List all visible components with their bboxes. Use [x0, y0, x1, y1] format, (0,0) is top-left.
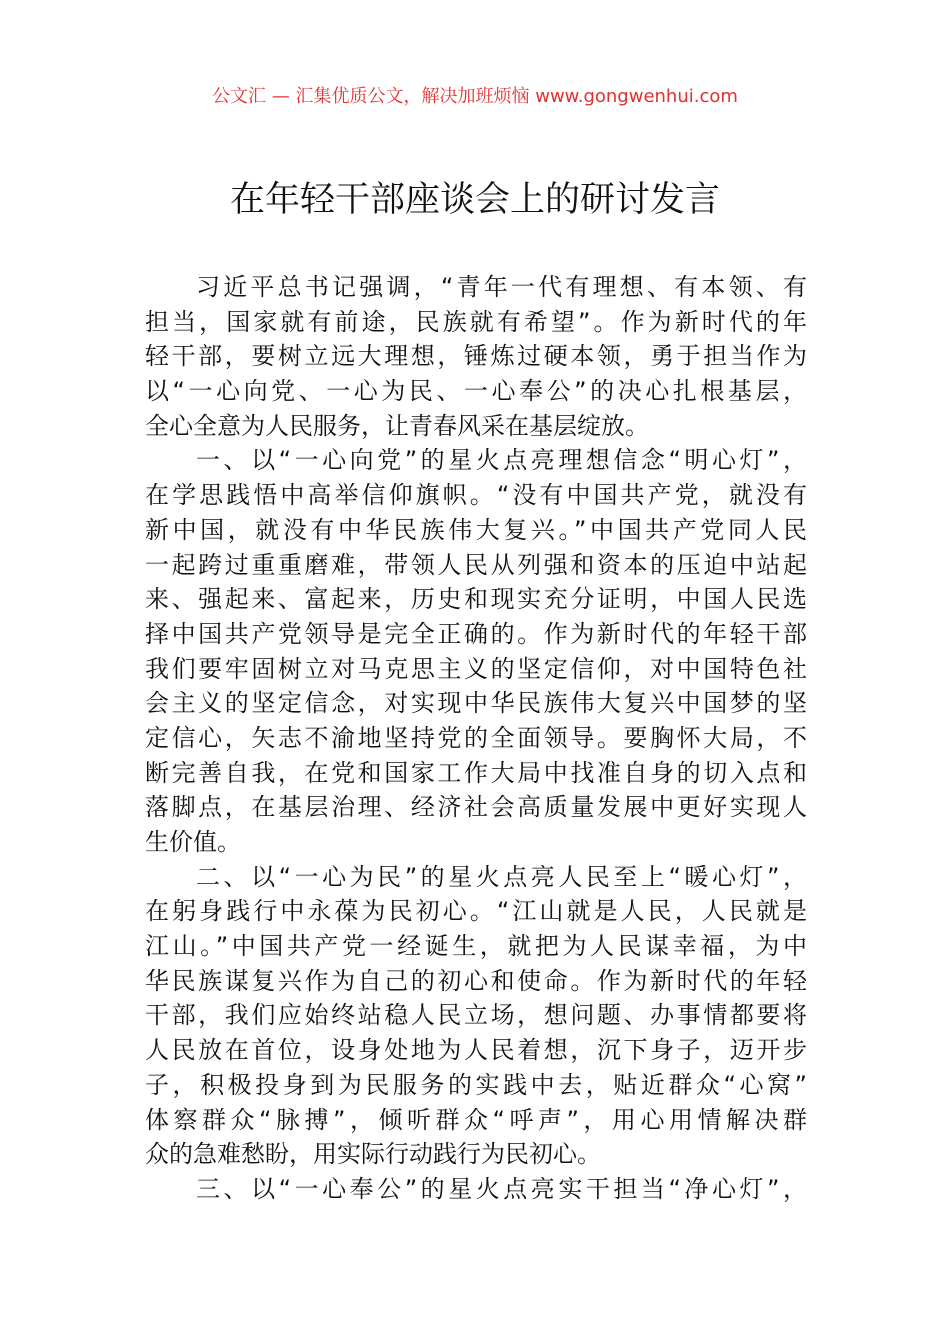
paragraph-line: 生价值。	[145, 828, 241, 856]
paragraph-line: 断完善自我，在党和国家工作大局中找准自身的切入点和	[145, 758, 807, 787]
paragraph-line: 择中国共产党领导是完全正确的。作为新时代的年轻干部	[145, 619, 807, 648]
paragraph	[145, 860, 807, 1172]
paragraph-line: 体察群众“脉搏”，倾听群众“呼声”，用心用情解决群	[145, 1105, 807, 1134]
paragraph-line: 担当，国家就有前途，民族就有希望”。作为新时代的年	[145, 307, 807, 336]
paragraph-line: 在躬身践行中永葆为民初心。“江山就是人民，人民就是	[145, 897, 807, 926]
paragraph	[145, 443, 807, 859]
paragraph-line: 人民放在首位，设身处地为人民着想，沉下身子，迈开步	[145, 1036, 807, 1065]
paragraph-line: 一起跨过重重磨难，带领人民从列强和资本的压迫中站起	[145, 550, 807, 579]
paragraph-line: 二、以“一心为民”的星火点亮人民至上“暖心灯”，	[196, 862, 807, 891]
paragraph-line: 以“一心向党、一心为民、一心奉公”的决心扎根基层，	[145, 377, 807, 406]
paragraph-line: 会主义的坚定信念，对实现中华民族伟大复兴中国梦的坚	[145, 689, 807, 718]
document-title: 在年轻干部座谈会上的研讨发言	[229, 180, 720, 220]
paragraph-line: 江山。”中国共产党一经诞生，就把为人民谋幸福，为中	[145, 932, 807, 961]
paragraph-line: 轻干部，要树立远大理想，锤炼过硬本领，勇于担当作为	[145, 342, 807, 371]
paragraph-line: 习近平总书记强调，“青年一代有理想、有本领、有	[196, 273, 807, 301]
paragraph-line: 一、以“一心向党”的星火点亮理想信念“明心灯”，	[196, 446, 807, 475]
paragraph-line: 定信心，矢志不渝地坚持党的全面领导。要胸怀大局，不	[145, 723, 807, 752]
paragraph	[145, 1172, 807, 1207]
paragraph-line: 落脚点，在基层治理、经济社会高质量发展中更好实现人	[145, 793, 807, 822]
paragraph	[145, 270, 807, 443]
watermark-header: 公文汇 — 汇集优质公文，解决加班烦恼 www.gongwenhui.com	[212, 86, 738, 107]
paragraph-line: 华民族谋复兴作为自己的初心和使命。作为新时代的年轻	[145, 966, 807, 995]
paragraph-line: 来、强起来、富起来，历史和现实充分证明，中国人民选	[145, 585, 807, 614]
document-body	[145, 270, 807, 1207]
paragraph-line: 在学思践悟中高举信仰旗帜。“没有中国共产党，就没有	[145, 481, 807, 510]
paragraph-line: 三、以“一心奉公”的星火点亮实干担当“净心灯”，	[196, 1174, 807, 1203]
paragraph-line: 新中国，就没有中华民族伟大复兴。”中国共产党同人民	[145, 515, 807, 544]
paragraph-line: 我们要牢固树立对马克思主义的坚定信仰，对中国特色社	[145, 654, 807, 683]
paragraph-line: 干部，我们应始终站稳人民立场，想问题、办事情都要将	[145, 1001, 807, 1030]
paragraph-line: 众的急难愁盼，用实际行动践行为民初心。	[145, 1140, 601, 1169]
paragraph-line: 子，积极投身到为民服务的实践中去，贴近群众“心窝”	[145, 1070, 807, 1099]
paragraph-line: 全心全意为人民服务，让青春风采在基层绽放。	[145, 411, 649, 440]
